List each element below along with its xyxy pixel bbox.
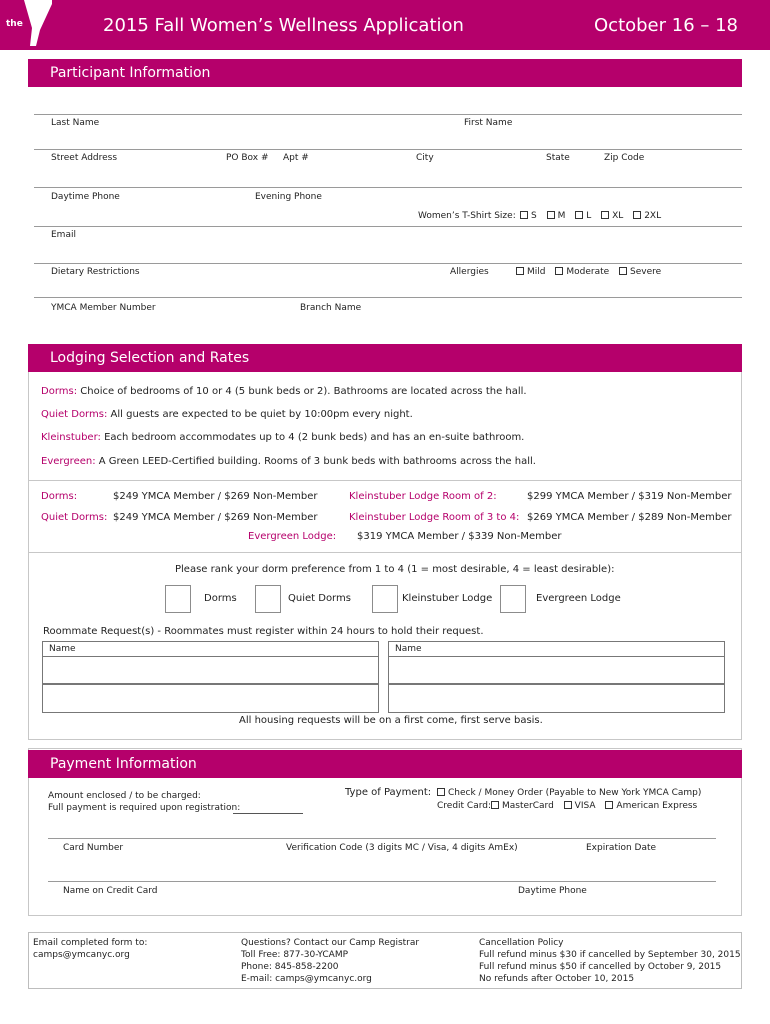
lodging-name: Dorms: — [41, 386, 78, 397]
lodging-desc-evergreen — [41, 457, 536, 467]
divider — [48, 838, 716, 839]
cancellation-title: Cancellation Policy — [479, 938, 564, 948]
allergy-level-label: Moderate — [566, 267, 610, 277]
card-number-label: Card Number — [63, 843, 124, 853]
rank-option-dorms: Dorms — [204, 593, 237, 604]
lodging-name: Evergreen: — [41, 456, 96, 467]
roommate-name-field-2[interactable] — [42, 684, 379, 713]
checkbox-icon — [437, 788, 445, 796]
participant-heading: Participant Information — [50, 65, 211, 81]
rank-option-evergreen: Evergreen Lodge — [536, 593, 621, 604]
roommate-name-field-4[interactable] — [388, 684, 725, 713]
rank-box-evergreen[interactable] — [500, 585, 526, 613]
card-amex[interactable] — [605, 801, 697, 811]
cancellation-line-2: Full refund minus $50 if cancelled by October 9, 2015 — [479, 962, 722, 972]
toll-free-number: Toll Free: 877-30-YCAMP — [241, 950, 349, 960]
tshirt-size-2xl[interactable] — [633, 211, 661, 221]
housing-note: All housing requests will be on a first come, first serve basis. — [239, 715, 543, 726]
lodging-heading: Lodging Selection and Rates — [50, 350, 250, 366]
tshirt-size-m[interactable] — [547, 211, 566, 221]
event-dates: October 16 – 18 — [594, 15, 739, 36]
city-label: City — [416, 153, 434, 163]
size-label: L — [586, 211, 592, 221]
allergy-mild[interactable] — [516, 267, 545, 277]
payment-section-header — [28, 750, 742, 778]
phone-number: Phone: 845-858-2200 — [241, 962, 339, 972]
tshirt-size-xl[interactable] — [601, 211, 623, 221]
size-label: S — [531, 211, 537, 221]
tshirt-size-l[interactable] — [575, 211, 591, 221]
lodging-name: Kleinstuber: — [41, 432, 101, 443]
divider — [34, 226, 742, 227]
divider — [43, 656, 378, 657]
divider — [389, 656, 724, 657]
zip-code-label: Zip Code — [604, 153, 645, 163]
cancellation-line-1: Full refund minus $30 if cancelled by September 30, 2015 — [479, 950, 741, 960]
first-name-label: First Name — [464, 118, 513, 128]
branch-name-label: Branch Name — [300, 303, 362, 313]
rate-kleinstuber-2-label: Kleinstuber Lodge Room of 2: — [349, 491, 497, 502]
roommate-heading: Roommate Request(s) - Roommates must register within 24 hours to hold their request. — [43, 626, 484, 637]
po-box-label: PO Box # — [226, 153, 269, 163]
verification-code-label: Verification Code (3 digits MC / Visa, 4 digits AmEx) — [286, 843, 518, 853]
roommate-name-field-1[interactable] — [42, 641, 379, 684]
rank-option-quiet-dorms: Quiet Dorms — [288, 593, 351, 604]
email-form-label: Email completed form to: — [33, 938, 148, 948]
allergy-level-label: Severe — [630, 267, 662, 277]
checkbox-icon — [564, 801, 572, 809]
lodging-text: Choice of bedrooms of 10 or 4 (5 bunk beds or 2). Bathrooms are located across the hall. — [80, 386, 527, 397]
credit-card-label: Credit Card: — [437, 801, 492, 811]
allergies-label: Allergies — [450, 267, 489, 277]
divider — [34, 187, 742, 188]
checkbox-icon — [555, 267, 563, 275]
checkbox-icon — [605, 801, 613, 809]
email-label: Email — [51, 230, 76, 240]
page-title: 2015 Fall Women’s Wellness Application — [103, 15, 464, 36]
payment-check-option[interactable] — [437, 788, 701, 798]
rate-kleinstuber-34-label: Kleinstuber Lodge Room of 3 to 4: — [349, 512, 520, 523]
rate-dorms-price: $249 YMCA Member / $269 Non-Member — [113, 491, 318, 502]
rank-prompt: Please rank your dorm preference from 1 to 4 (1 = most desirable, 4 = least desirable): — [175, 564, 615, 575]
checkbox-icon — [520, 211, 528, 219]
lodging-section-header — [28, 344, 742, 372]
roommate-name-label: Name — [49, 644, 76, 654]
rank-box-dorms[interactable] — [165, 585, 191, 613]
divider — [48, 881, 716, 882]
divider — [29, 552, 741, 553]
payment-type-label: Type of Payment: — [345, 787, 432, 798]
roommate-name-label: Name — [395, 644, 422, 654]
lodging-text: Each bedroom accommodates up to 4 (2 bunk beds) and has an en-suite bathroom. — [104, 432, 525, 443]
member-number-label: YMCA Member Number — [51, 303, 156, 313]
amount-enclosed-label: Amount enclosed / to be charged: — [48, 791, 201, 801]
checkbox-icon — [619, 267, 627, 275]
payment-heading: Payment Information — [50, 756, 197, 772]
check-option-label: Check / Money Order (Payable to New York YMCA Camp) — [448, 788, 702, 798]
rate-kleinstuber-34-price: $269 YMCA Member / $289 Non-Member — [527, 512, 732, 523]
checkbox-icon — [601, 211, 609, 219]
amount-field-line[interactable] — [233, 813, 303, 814]
allergy-options — [516, 267, 661, 277]
apt-label: Apt # — [283, 153, 309, 163]
street-address-label: Street Address — [51, 153, 118, 163]
logo-text: the — [6, 19, 23, 29]
lodging-text: All guests are expected to be quiet by 10:00pm every night. — [110, 409, 413, 420]
rank-option-kleinstuber: Kleinstuber Lodge — [402, 593, 493, 604]
rate-kleinstuber-2-price: $299 YMCA Member / $319 Non-Member — [527, 491, 732, 502]
card-visa[interactable] — [564, 801, 596, 811]
card-label: MasterCard — [502, 801, 554, 811]
tshirt-size-label: Women’s T-Shirt Size: — [418, 211, 516, 221]
lodging-desc-quiet-dorms — [41, 410, 413, 420]
allergy-moderate[interactable] — [555, 267, 609, 277]
card-label: VISA — [574, 801, 596, 811]
cancellation-line-3: No refunds after October 10, 2015 — [479, 974, 635, 984]
allergy-level-label: Mild — [527, 267, 546, 277]
evening-phone-label: Evening Phone — [255, 192, 322, 202]
divider — [29, 480, 741, 481]
size-label: M — [557, 211, 566, 221]
payment-daytime-phone-label: Daytime Phone — [518, 886, 587, 896]
credit-card-options — [491, 801, 697, 811]
lodging-name: Quiet Dorms: — [41, 409, 108, 420]
email-form-address[interactable]: camps@ymcanyc.org — [33, 950, 130, 960]
lodging-desc-kleinstuber — [41, 433, 524, 443]
questions-heading: Questions? Contact our Camp Registrar — [241, 938, 420, 948]
full-payment-note: Full payment is required upon registration: — [48, 803, 241, 813]
card-mastercard[interactable] — [491, 801, 554, 811]
checkbox-icon — [633, 211, 641, 219]
checkbox-icon — [575, 211, 583, 219]
divider — [34, 149, 742, 150]
card-label: American Express — [616, 801, 698, 811]
expiration-date-label: Expiration Date — [586, 843, 657, 853]
dietary-restrictions-label: Dietary Restrictions — [51, 267, 140, 277]
divider — [34, 263, 742, 264]
size-label: 2XL — [644, 211, 662, 221]
checkbox-icon — [547, 211, 555, 219]
rate-evergreen-price: $319 YMCA Member / $339 Non-Member — [357, 531, 562, 542]
daytime-phone-label: Daytime Phone — [51, 192, 120, 202]
tshirt-size-s[interactable] — [520, 211, 537, 221]
rank-box-kleinstuber[interactable] — [372, 585, 398, 613]
state-label: State — [546, 153, 570, 163]
lodging-text: A Green LEED-Certified building. Rooms of 3 bunk beds with bathrooms across the hall. — [98, 456, 536, 467]
contact-email[interactable]: E-mail: camps@ymcanyc.org — [241, 974, 372, 984]
allergy-severe[interactable] — [619, 267, 661, 277]
rate-evergreen-label: Evergreen Lodge: — [248, 531, 337, 542]
tshirt-size-options — [520, 211, 661, 221]
divider — [34, 114, 742, 115]
rate-dorms-label: Dorms: — [41, 491, 78, 502]
checkbox-icon — [491, 801, 499, 809]
roommate-name-field-3[interactable] — [388, 641, 725, 684]
rate-quiet-dorms-price: $249 YMCA Member / $269 Non-Member — [113, 512, 318, 523]
lodging-desc-dorms — [41, 387, 527, 397]
size-label: XL — [612, 211, 624, 221]
participant-section-header — [28, 59, 742, 87]
name-on-card-label: Name on Credit Card — [63, 886, 158, 896]
checkbox-icon — [516, 267, 524, 275]
last-name-label: Last Name — [51, 118, 100, 128]
rate-quiet-dorms-label: Quiet Dorms: — [41, 512, 108, 523]
divider — [34, 297, 742, 298]
rank-box-quiet-dorms[interactable] — [255, 585, 281, 613]
